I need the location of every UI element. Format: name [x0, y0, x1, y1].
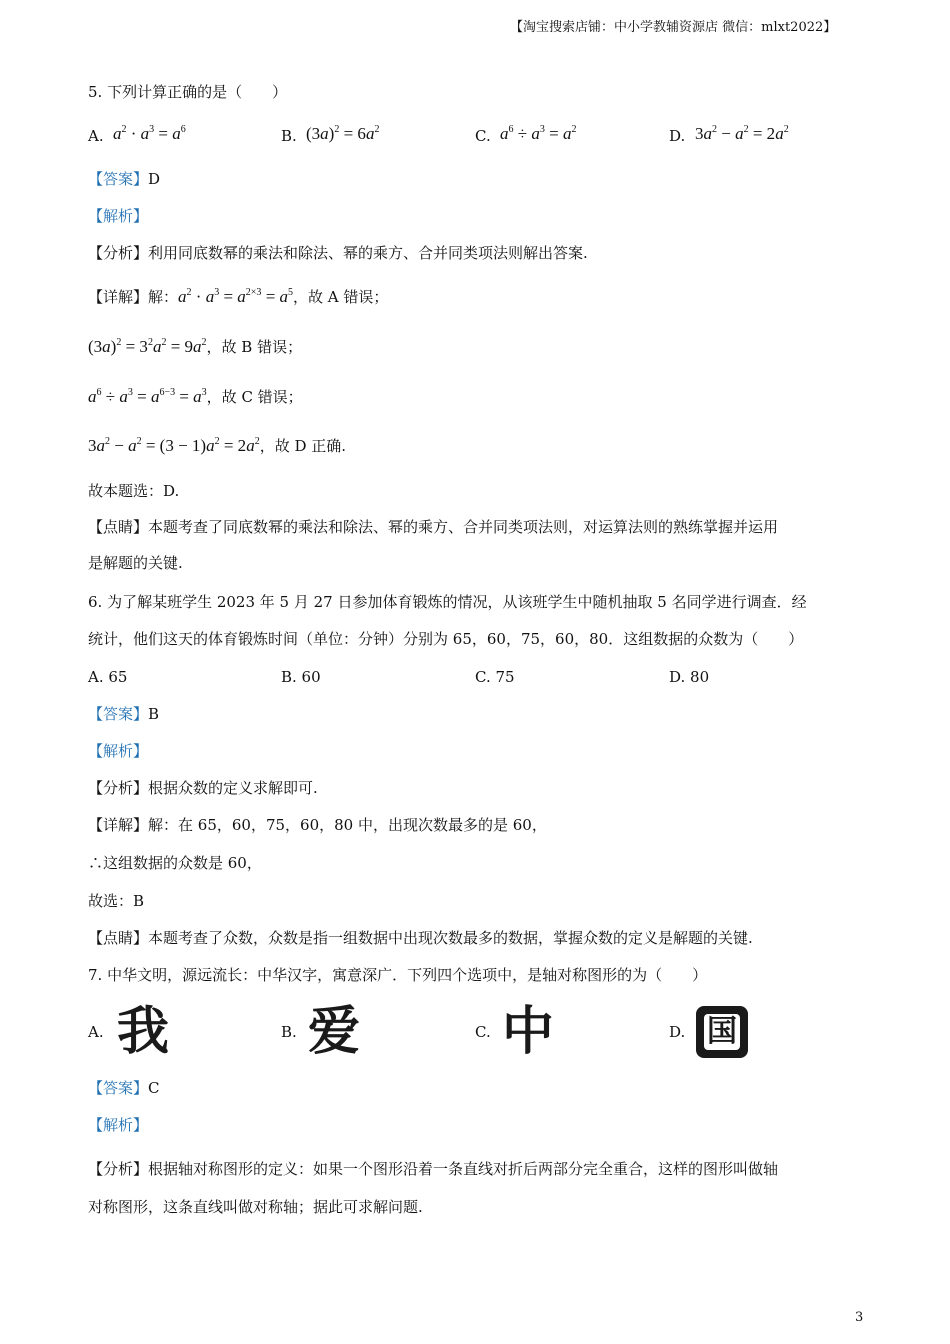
q5-choose: 故本题选：D. — [88, 482, 180, 500]
q7-fenxi-2: 对称图形，这条直线叫做对称轴；据此可求解问题. — [88, 1198, 423, 1216]
q7-option-a-letter: A. — [88, 1023, 104, 1041]
q6-answer — [88, 704, 159, 724]
q5-detail-a — [88, 287, 388, 307]
comment-text: 本题考查了同底数幂的乘法和除法、幂的乘方、合并同类项法则，对运算法则的熟练掌握并运用 — [148, 518, 779, 536]
q6-choose: 故选：B — [88, 892, 145, 910]
detail-d-expr: $3a^2 - a^2 = (3 - 1)a^2 = 2a^2$ — [88, 436, 260, 455]
comment-tag: 【点睛】 — [88, 929, 149, 947]
q6-fenxi — [88, 778, 318, 798]
q7-option-d-glyph-char: 国 — [704, 1014, 740, 1050]
q7-option-d-letter: D. — [669, 1023, 686, 1041]
q6-stem-1: 6. 为了解某班学生 2023 年 5 月 27 日参加体育锻炼的情况，从该班学生中随机抽取 5 名同学进行调查．经 — [88, 593, 807, 611]
q7-stem: 7. 中华文明，源远流长：中华汉字，寓意深广．下列四个选项中，是轴对称图形的为（ ） — [88, 966, 708, 984]
detail-tag: 【详解】 — [88, 816, 149, 834]
q5-answer — [88, 169, 160, 189]
q7-option-a-glyph: 我 — [116, 1002, 169, 1062]
comment-text: 本题考查了众数，众数是指一组数据中出现次数最多的数据，掌握众数的定义是解题的关键. — [148, 929, 753, 947]
detail-d-tail: ，故 D 正确. — [259, 437, 347, 455]
q5-option-b-letter: B. — [281, 127, 297, 145]
q6-option-d: D. 80 — [669, 668, 710, 686]
q6-option-a: A. 65 — [88, 668, 128, 686]
answer-tag: 【答案】 — [88, 1079, 149, 1097]
q6-detail — [88, 815, 547, 835]
page-number: 3 — [855, 1310, 864, 1325]
fenxi-text: 根据众数的定义求解即可. — [148, 779, 318, 797]
answer-tag: 【答案】 — [88, 170, 149, 188]
detail-c-tail: ，故 C 错误； — [206, 388, 303, 406]
detail-tag: 【详解】 — [88, 288, 149, 306]
page-header: 【淘宝搜索店铺：中小学教辅资源店 微信：mlxt2022】 — [510, 20, 837, 35]
detail-prefix: 解： — [148, 288, 179, 306]
q6-option-c: C. 75 — [475, 668, 515, 686]
detail-b-expr: $(3a)^2 = 3^2a^2 = 9a^2$ — [88, 337, 207, 356]
q5-option-d-letter: D. — [669, 127, 686, 145]
detail-c-expr: $a^6 \div a^3 = a^{6-3} = a^3$ — [88, 387, 207, 406]
q5-option-a-expr: $a^2 \cdot a^3 = a^6$ — [113, 124, 186, 143]
q5-option-c-letter: C. — [475, 127, 491, 145]
q5-fenxi — [88, 243, 588, 263]
q7-option-c-glyph: 中 — [501, 1002, 554, 1062]
q7-option-b-glyph: 爱 — [307, 1002, 360, 1062]
q5-option-b-expr: $(3a)^2 = 6a^2$ — [306, 124, 380, 143]
detail-b-tail: ，故 B 错误； — [206, 338, 303, 356]
q5-analysis-tag: 【解析】 — [88, 207, 149, 225]
q7-option-d-glyph — [696, 1006, 748, 1058]
q5-detail-b — [88, 337, 302, 357]
q5-comment-2: 是解题的关键. — [88, 554, 183, 572]
fenxi-tag: 【分析】 — [88, 244, 149, 262]
answer-tag: 【答案】 — [88, 705, 149, 723]
fenxi-tag: 【分析】 — [88, 1160, 149, 1178]
q7-answer — [88, 1078, 160, 1098]
answer-value: C — [148, 1079, 160, 1097]
q7-analysis-tag: 【解析】 — [88, 1116, 149, 1134]
answer-value: B — [148, 705, 160, 723]
q5-option-d-expr: $3a^2 - a^2 = 2a^2$ — [695, 124, 789, 143]
comment-tag: 【点睛】 — [88, 518, 149, 536]
q5-stem: 5. 下列计算正确的是（ ） — [88, 83, 288, 101]
q6-option-b: B. 60 — [281, 668, 321, 686]
q6-therefore: ∴这组数据的众数是 60， — [88, 854, 262, 872]
q6-stem-2: 统计，他们这天的体育锻炼时间（单位：分钟）分别为 65，60，75，60，80．这组数据的众数为（ ） — [88, 630, 804, 648]
q5-detail-c — [88, 387, 303, 407]
q6-comment — [88, 928, 753, 948]
q5-option-a-letter: A. — [88, 127, 104, 145]
answer-value: D — [148, 170, 161, 188]
q6-analysis-tag: 【解析】 — [88, 742, 149, 760]
q7-option-c-letter: C. — [475, 1023, 491, 1041]
q5-comment-1 — [88, 517, 778, 537]
fenxi-text: 根据轴对称图形的定义：如果一个图形沿着一条直线对折后两部分完全重合，这样的图形叫做轴 — [148, 1160, 779, 1178]
q7-option-b-letter: B. — [281, 1023, 297, 1041]
fenxi-tag: 【分析】 — [88, 779, 149, 797]
fenxi-text: 利用同底数幂的乘法和除法、幂的乘方、合并同类项法则解出答案. — [148, 244, 588, 262]
q7-fenxi-1 — [88, 1159, 778, 1179]
q5-detail-d — [88, 436, 346, 456]
detail-a-tail: ，故 A 错误； — [293, 288, 389, 306]
detail-text: 解：在 65，60，75，60，80 中，出现次数最多的是 60， — [148, 816, 547, 834]
detail-a-expr: $a^2 \cdot a^3 = a^{2\times 3} = a^5$ — [178, 287, 294, 306]
q5-option-c-expr: $a^6 \div a^3 = a^2$ — [500, 124, 577, 143]
